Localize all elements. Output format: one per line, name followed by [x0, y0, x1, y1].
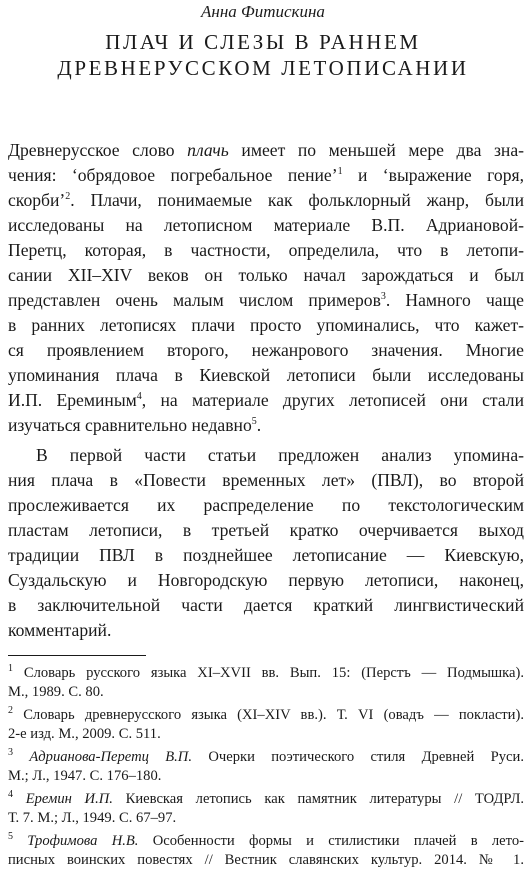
footnote-5: $^5$ Трофимова Н.В. Особенности формы и стилистики плачей в лето- — [8, 831, 524, 849]
footnote-ref[interactable]: 5 — [251, 416, 257, 428]
body-line: комментарий. — [8, 620, 112, 640]
body-line: изучаться сравнительно недавно$^5$. — [8, 415, 262, 435]
footnote-number: 2 — [8, 705, 13, 717]
body-line: традиции ПВЛ в позднейшее летописание — Киевскую, — [8, 545, 524, 565]
footnote-ref[interactable]: 3 — [380, 291, 386, 303]
footnote-2-line: 2-е изд. М., 2009. С. 511. — [8, 726, 161, 742]
body-line: прослеживается их распределение по текстологическим — [8, 495, 524, 515]
body-line: пластам летописи, в третьей кратко очерчивается выход — [8, 520, 524, 540]
body-line: чения: ‘обрядовое погребальное пение’$^1$ и ‘выражение горя, — [8, 165, 524, 185]
article-title-line-1: ПЛАЧ И СЛЕЗЫ В РАННЕМ — [105, 30, 421, 54]
body-line: И.П. Ереминым$^4$, на материале других летописей они стали — [8, 390, 524, 410]
footnote-3: $^3$ Адрианова-Перетц В.П. Очерки поэтического стиля Древней Руси. — [8, 747, 524, 765]
body-line: ния плача в «Повести временных лет» (ПВЛ), во второй — [8, 470, 524, 490]
footnote-ref[interactable]: 2 — [65, 191, 71, 203]
footnote-2: $^2$ Словарь древнерусского языка (XI–XIV вв.). Т. VI (овадъ — покласти). — [8, 705, 524, 723]
author-ref: Адрианова-Перетц В.П. — [13, 749, 192, 765]
body-line: в заключительной части дается краткий лингвистический — [8, 595, 524, 615]
footnote-number: 1 — [8, 663, 13, 675]
body-line: Древнерусское слово плачь имеет по меньшей мере два зна- — [8, 140, 525, 160]
body-line: ся проявлением второго, нежанрового значения. Многие — [8, 340, 524, 360]
footnote-4-line: Т. 7. М.; Л., 1949. С. 67–97. — [8, 810, 177, 826]
footnote-1-line: М., 1989. С. 80. — [8, 684, 104, 700]
body-line: Перетц, которая, в частности, определила, что в летопи- — [8, 240, 524, 260]
author-ref: Трофимова Н.В. — [13, 833, 139, 849]
author-name: Анна Фитискина — [201, 2, 325, 21]
body-line: упоминания плача в Киевской летописи были исследованы — [8, 365, 524, 385]
body-line: В первой части статьи предложен анализ упомина- — [36, 445, 524, 465]
body-line: в ранних летописях плачи просто упоминались, что кажет- — [8, 315, 524, 335]
body-line: сании XII–XIV веков он только начал зарождаться и был — [8, 265, 524, 285]
footnote-number: 4 — [8, 789, 13, 801]
footnote-divider — [8, 655, 146, 656]
footnote-4: $^4$ Еремин И.П. Киевская летопись как памятник литературы // ТОДРЛ. — [8, 789, 524, 807]
body-line: Суздальскую и Новгородскую первую летописи, наконец, — [8, 570, 524, 590]
footnote-number: 3 — [8, 747, 13, 759]
emphasized-word: плачь — [187, 140, 229, 160]
body-line: представлен очень малым числом примеров$^3$. Намного чаще — [8, 290, 524, 310]
footnote-number: 5 — [8, 831, 13, 843]
footnote-5-line: писных воинских повестях // Вестник славянских культур. 2014. № 1. — [8, 852, 524, 868]
article-title-line-2: ДРЕВНЕРУССКОМ ЛЕТОПИСАНИИ — [57, 56, 469, 80]
body-line: скорби’$^2$. Плачи, понимаемые как фольклорный жанр, были — [8, 190, 524, 210]
footnote-1: $^1$ Словарь русского языка XI–XVII вв. Вып. 15: (Перстъ — Подмышка). — [8, 663, 524, 681]
body-line: исследованы на летописном материале В.П. Адриановой- — [8, 215, 524, 235]
footnote-3-line: М.; Л., 1947. С. 176–180. — [8, 768, 162, 784]
footnote-ref[interactable]: 1 — [337, 166, 343, 178]
author-ref: Еремин И.П. — [13, 791, 113, 807]
footnote-ref[interactable]: 4 — [136, 391, 142, 403]
